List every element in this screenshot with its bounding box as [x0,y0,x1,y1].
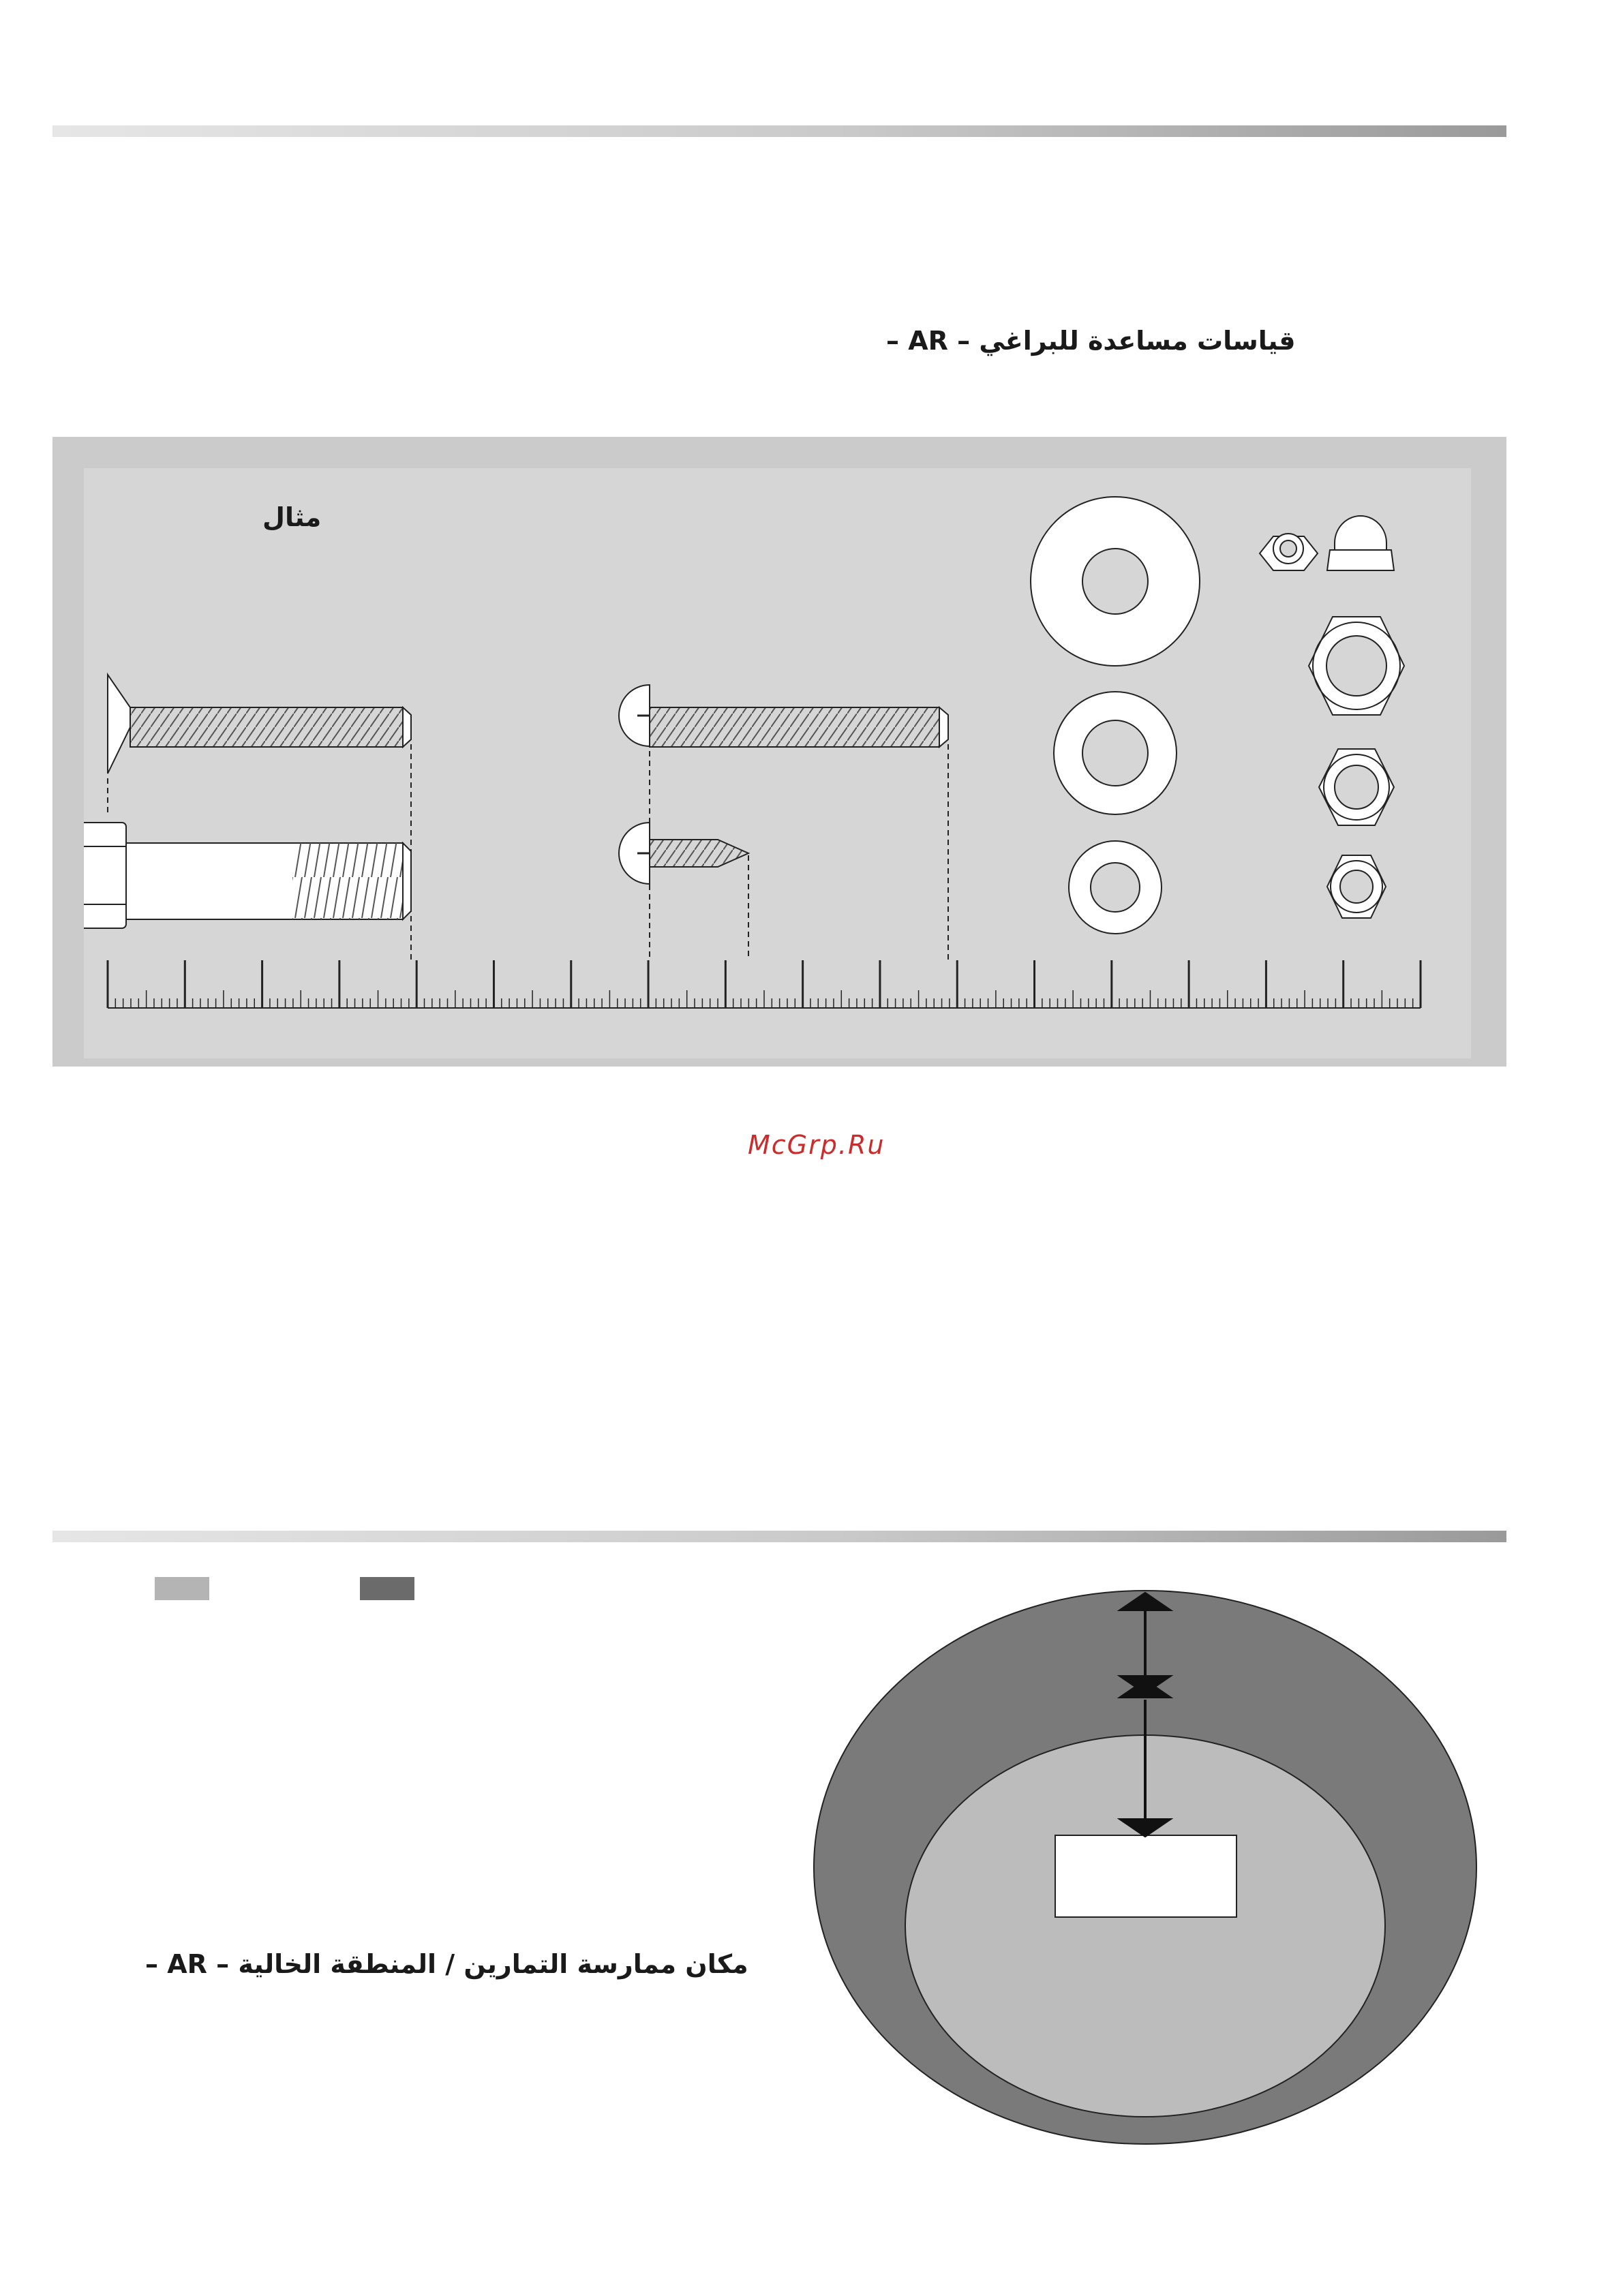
washer-large-icon [1031,497,1200,666]
wood-screw-icon [619,823,748,960]
round-head-screw-icon [619,685,948,960]
area-section-title: – AR – مكان ممارسة التمارين / المنطقة الخالية [145,1949,748,1979]
legend-swatch-inner-zone [155,1577,209,1600]
hex-nut-small-icon [1327,855,1386,918]
example-label: مثال [262,502,322,532]
watermark: McGrp.Ru [748,1130,885,1160]
hex-nut-large-icon [1309,617,1404,715]
washer-small-icon [1069,841,1162,934]
bolt-gauge-inner [84,468,1471,1058]
lock-nut-icon [1260,534,1318,570]
bolts-section-title: – AR – قياسات مساعدة للبراغي [886,326,1296,356]
cap-nut-icon [1327,516,1394,570]
equipment-footprint [1055,1835,1237,1917]
training-area-diagram [811,1588,1493,2147]
middle-divider [52,1531,1506,1542]
bolt-gauge-drawing [84,468,1471,1058]
hex-bolt-icon [84,823,411,928]
hex-nut-medium-icon [1319,749,1394,825]
legend-swatch-outer-zone [360,1577,414,1600]
measuring-ruler [108,960,1421,1008]
washer-medium-icon [1054,692,1177,814]
top-divider [52,125,1506,137]
bolt-gauge-panel [52,437,1506,1067]
